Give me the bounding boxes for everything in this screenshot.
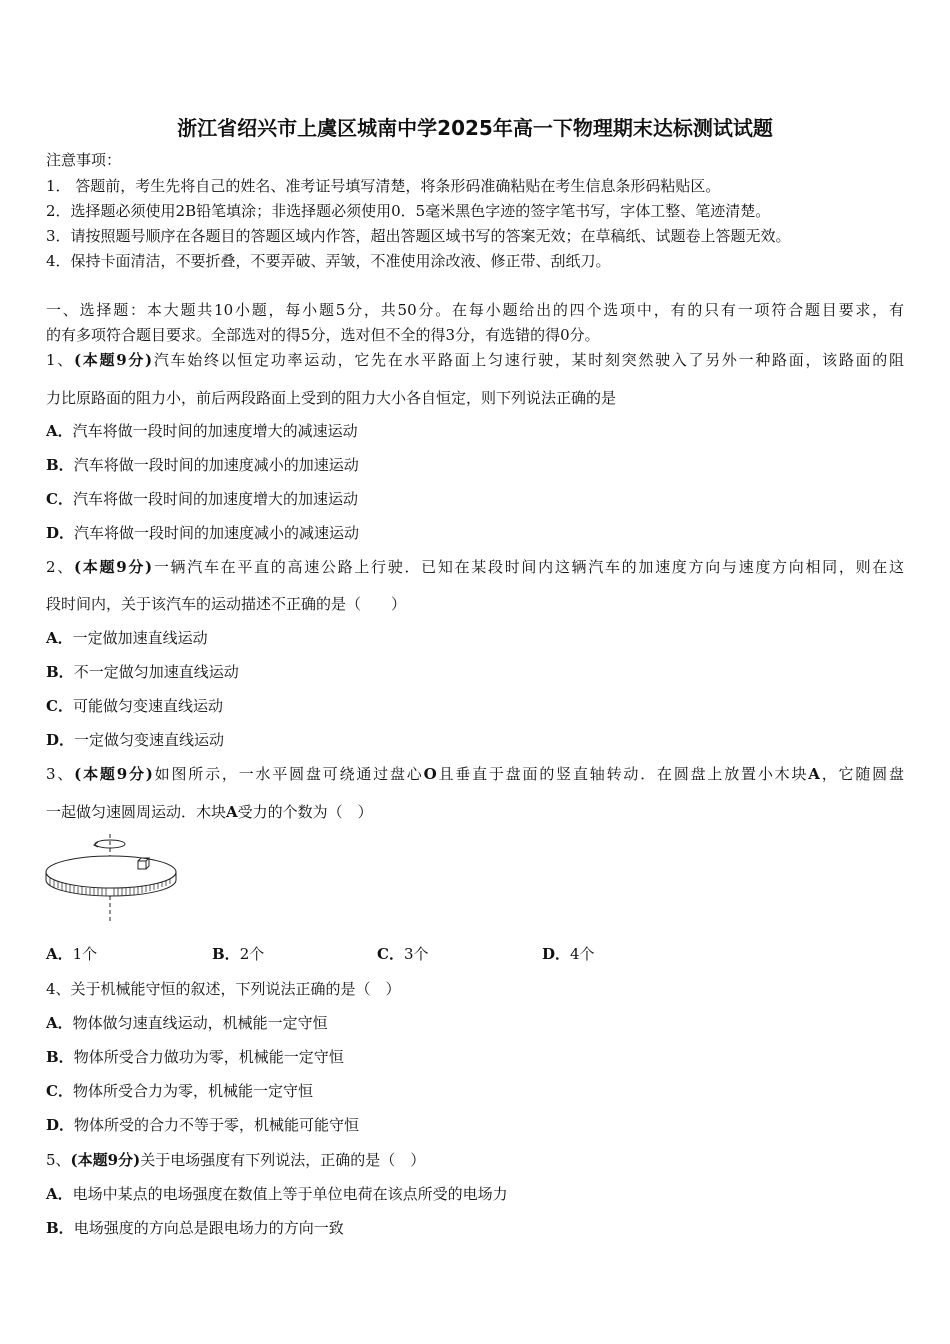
question-number: 3、 [46, 765, 75, 783]
option-text: 汽车将做一段时间的加速度减小的减速运动 [74, 524, 360, 542]
notice-item: 4．保持卡面清洁，不要折叠，不要弄破、弄皱，不准使用涂改液、修正带、刮纸刀。 [46, 252, 611, 270]
question-2-stem-line1 [46, 557, 904, 577]
disk-center-label: O [423, 765, 437, 783]
q3-option-b [212, 944, 264, 964]
question-1-stem-line1 [46, 350, 904, 370]
option-label: D． [46, 524, 75, 542]
q3-option-c [377, 944, 429, 964]
q5-option-a [46, 1184, 508, 1204]
section-intro-line1: 一、选择题：本大题共10小题，每小题5分，共50分。在每小题给出的四个选项中，有的只有一项符合题目要求，有 [46, 301, 904, 319]
option-label: B． [212, 945, 240, 963]
question-text: ，它随圆盘 [819, 765, 904, 783]
question-text: 关于机械能守恒的叙述，下列说法正确的是（ ） [70, 980, 401, 998]
q4-option-c [46, 1081, 313, 1101]
question-4-stem [46, 979, 401, 999]
question-number: 5、 [46, 1151, 71, 1169]
question-text: 一起做匀速圆周运动．木块 [46, 803, 227, 821]
q1-option-b [46, 455, 359, 475]
q2-option-a [46, 628, 208, 648]
question-tag: (本题9分) [70, 1151, 141, 1169]
q3-option-d [542, 944, 595, 964]
q4-option-b [46, 1047, 344, 1067]
notice-heading: 注意事项： [46, 151, 122, 169]
option-label: B． [46, 663, 74, 681]
question-text: 关于电场强度有下列说法，正确的是（ ） [140, 1151, 426, 1169]
question-text: 如图所示，一水平圆盘可绕通过盘心 [152, 765, 424, 783]
option-label: A． [46, 1014, 73, 1032]
option-text: 物体所受合力做功为零，机械能一定守恒 [73, 1048, 344, 1066]
q4-option-a [46, 1013, 328, 1033]
question-number: 1、 [46, 351, 74, 369]
option-label: A． [46, 629, 73, 647]
disk-top [46, 856, 176, 888]
option-text: 一定做加速直线运动 [72, 629, 208, 647]
option-label: A． [46, 1185, 73, 1203]
option-text: 汽车将做一段时间的加速度增大的加速运动 [72, 490, 358, 508]
question-text: 一辆汽车在平直的高速公路上行驶．已知在某段时间内这辆汽车的加速度方向与速度方向相同，则在这 [152, 558, 904, 576]
q1-option-c [46, 489, 358, 509]
option-label: B． [46, 1048, 74, 1066]
question-text: 汽车始终以恒定功率运动，它先在水平路面上匀速行驶，某时刻突然驶入了另外一种路面，该路面的阻 [152, 351, 904, 369]
q4-option-d [46, 1115, 359, 1135]
rotating-disk-figure [40, 830, 185, 925]
question-tag: (本题9分) [73, 558, 153, 576]
notice-item: 2．选择题必须使用2B铅笔填涂；非选择题必须使用0．5毫米黑色字迹的签字笔书写，字体工整、笔迹清楚。 [46, 202, 771, 220]
question-2-stem-line2: 段时间内，关于该汽车的运动描述不正确的是（ ） [46, 595, 407, 613]
question-3-stem-line2 [46, 802, 373, 822]
option-label: B． [46, 456, 74, 474]
option-text: 物体所受合力为零，机械能一定守恒 [72, 1082, 313, 1100]
question-number: 2、 [46, 558, 74, 576]
option-text: 1个 [72, 945, 98, 963]
option-label: C． [46, 490, 73, 508]
question-5-stem [46, 1150, 425, 1170]
q3-option-a [46, 944, 97, 964]
q2-option-b [46, 662, 239, 682]
notice-item: 1． 答题前，考生先将自己的姓名、准考证号填写清楚，将条形码准确粘贴在考生信息条形码粘贴区。 [46, 177, 721, 195]
option-label: C． [46, 697, 73, 715]
page-title: 浙江省绍兴市上虞区城南中学2025年高一下物理期末达标测试试题 [177, 116, 773, 140]
option-text: 电场中某点的电场强度在数值上等于单位电荷在该点所受的电场力 [72, 1185, 508, 1203]
question-3-stem-line1 [46, 764, 904, 784]
option-label: A． [46, 945, 73, 963]
option-label: A． [46, 422, 73, 440]
option-text: 4个 [570, 945, 595, 963]
option-label: D． [542, 945, 571, 963]
option-label: C． [46, 1082, 73, 1100]
q5-option-b [46, 1218, 344, 1238]
q1-option-d [46, 523, 359, 543]
option-text: 可能做匀变速直线运动 [72, 697, 223, 715]
option-text: 3个 [403, 945, 429, 963]
option-label: C． [377, 945, 404, 963]
option-text: 2个 [239, 945, 265, 963]
question-tag: (本题9分) [73, 351, 153, 369]
option-label: B． [46, 1219, 74, 1237]
question-number: 4、 [46, 980, 71, 998]
option-text: 物体做匀速直线运动，机械能一定守恒 [72, 1014, 328, 1032]
notice-item: 3．请按照题号顺序在各题目的答题区域内作答，超出答题区域书写的答案无效；在草稿纸、试题卷上答题无效。 [46, 227, 791, 245]
q2-option-c [46, 696, 223, 716]
option-label: D． [46, 1116, 75, 1134]
question-text: 受力的个数为（ ） [237, 803, 373, 821]
section-intro-line2: 的有多项符合题目要求。全部选对的得5分，选对但不全的得3分，有选错的得0分。 [46, 326, 600, 344]
question-1-stem-line2: 力比原路面的阻力小，前后两段路面上受到的阻力大小各自恒定，则下列说法正确的是 [46, 389, 617, 407]
option-text: 不一定做匀加速直线运动 [73, 663, 239, 681]
option-text: 汽车将做一段时间的加速度减小的加速运动 [73, 456, 359, 474]
option-text: 汽车将做一段时间的加速度增大的减速运动 [72, 422, 358, 440]
block-label: A [226, 803, 238, 821]
option-text: 物体所受的合力不等于零，机械能可能守恒 [74, 1116, 360, 1134]
question-text: 且垂直于盘面的竖直轴转动．在圆盘上放置小木块 [436, 765, 809, 783]
option-text: 电场强度的方向总是跟电场力的方向一致 [73, 1219, 344, 1237]
block-label: A [808, 765, 820, 783]
q2-option-d [46, 730, 224, 750]
q1-option-a [46, 421, 358, 441]
option-text: 一定做匀变速直线运动 [74, 731, 225, 749]
option-label: D． [46, 731, 75, 749]
question-tag: (本题9分) [74, 765, 153, 783]
